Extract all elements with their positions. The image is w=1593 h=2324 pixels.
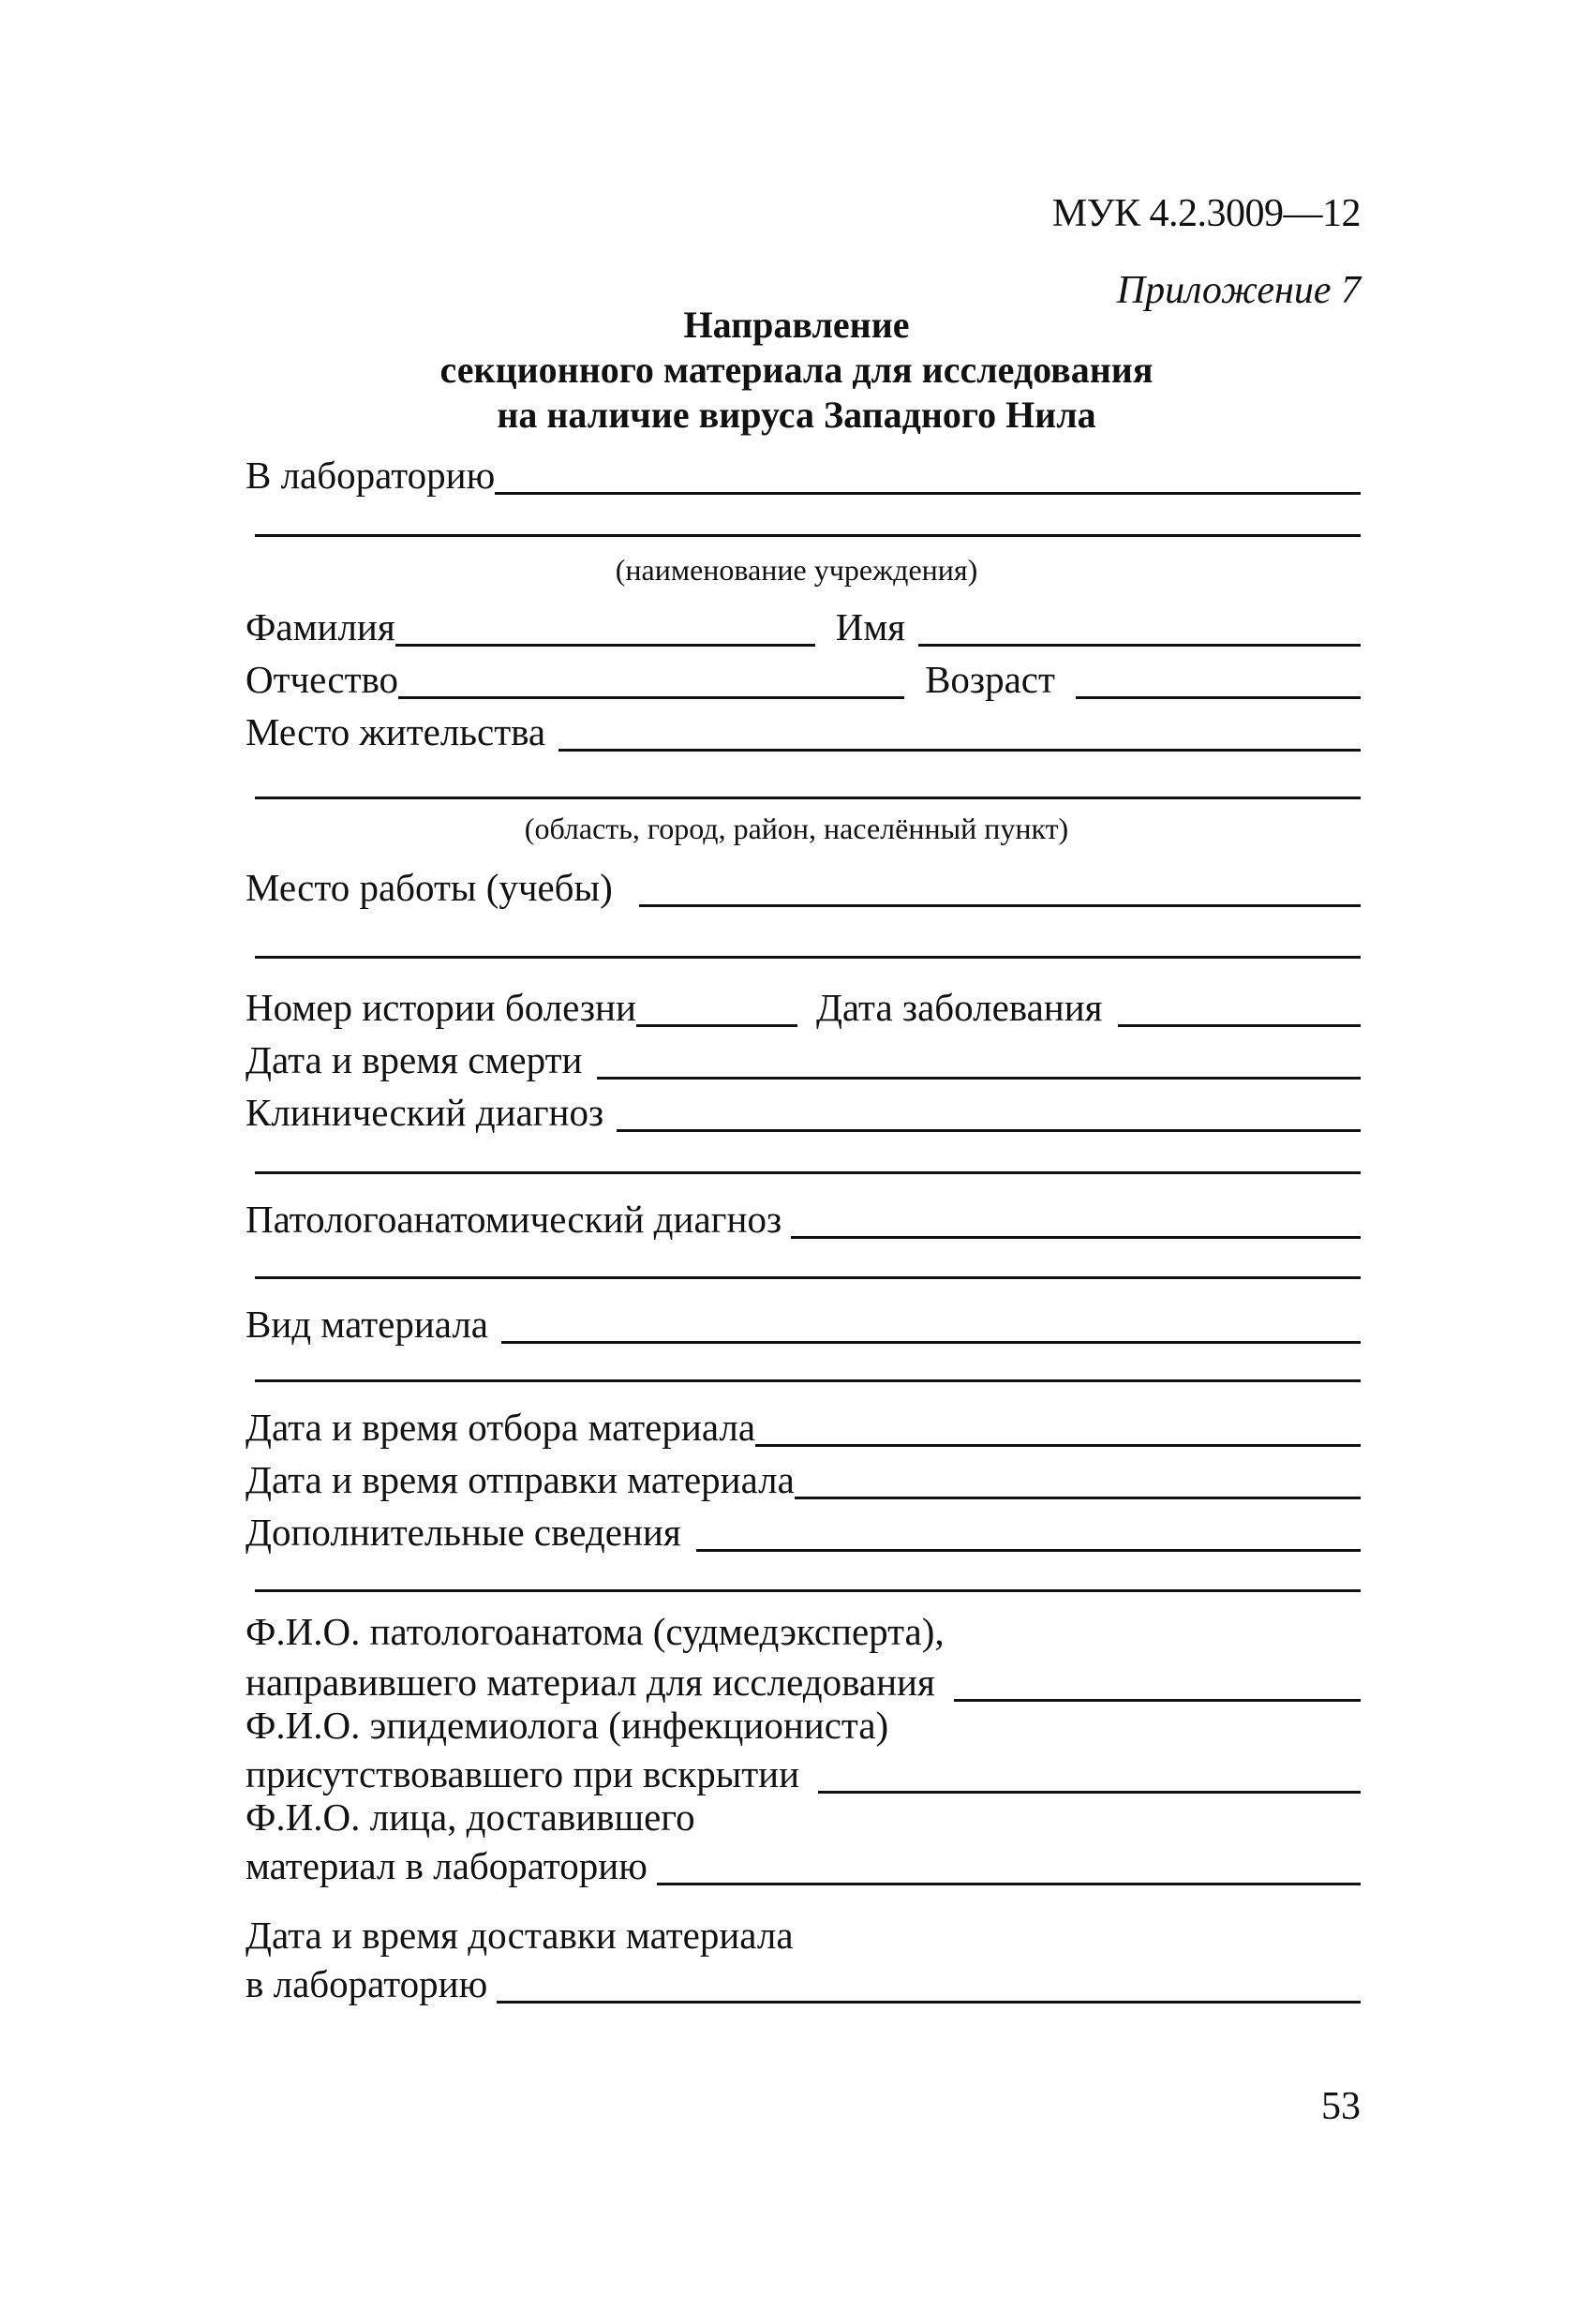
laboratory-row — [246, 448, 1361, 500]
additional-info-row — [246, 1505, 1361, 1557]
title-line-3: на наличие вируса Западного Нила — [497, 394, 1096, 436]
courier-label-line-1: Ф.И.О. лица, доставившего — [246, 1795, 695, 1839]
courier-row-2 — [246, 1839, 1361, 1891]
material-type-field[interactable] — [501, 1341, 1361, 1344]
courier-row-1 — [246, 1790, 1361, 1842]
surname-name-row — [246, 600, 1361, 652]
residence-label: Место жительства — [246, 710, 546, 753]
laboratory-field-continued[interactable] — [255, 534, 1361, 537]
material-type-field-continued[interactable] — [255, 1379, 1361, 1382]
onset-date-label: Дата заболевания — [815, 986, 1103, 1029]
additional-info-field-continued[interactable] — [255, 1589, 1361, 1592]
additional-info-label: Дополнительные сведения — [246, 1511, 681, 1554]
epidemiologist-label-line-2: присутствовавшего при вскрытии — [246, 1752, 800, 1795]
work-field-continued[interactable] — [255, 956, 1361, 959]
delivery-field[interactable] — [497, 2001, 1361, 2004]
page-number: 53 — [1321, 2085, 1361, 2128]
additional-info-field[interactable] — [696, 1549, 1361, 1552]
pathology-diagnosis-field[interactable] — [791, 1236, 1361, 1239]
epidemiologist-row-1 — [246, 1698, 1361, 1750]
clinical-diagnosis-field-continued[interactable] — [255, 1171, 1361, 1174]
dispatch-datetime-field[interactable] — [795, 1497, 1361, 1499]
pathologist-row-1 — [246, 1604, 1361, 1657]
death-datetime-label: Дата и время смерти — [246, 1038, 583, 1081]
history-number-field[interactable] — [636, 1024, 797, 1027]
material-type-label: Вид материала — [246, 1303, 488, 1346]
sampling-row — [246, 1400, 1361, 1452]
appendix-label: Приложение 7 — [1116, 269, 1361, 312]
material-type-row — [246, 1297, 1361, 1349]
document-code: МУК 4.2.3009—12 — [1051, 192, 1361, 235]
history-number-label: Номер истории болезни — [246, 986, 636, 1029]
pathology-diagnosis-label: Патологоанатомический диагноз — [246, 1198, 782, 1241]
work-field[interactable] — [639, 904, 1361, 907]
courier-field[interactable] — [657, 1883, 1361, 1885]
delivery-row-1 — [246, 1908, 1361, 1960]
pathology-diagnosis-row — [246, 1192, 1361, 1244]
onset-date-field[interactable] — [1118, 1024, 1361, 1027]
patronymic-field[interactable] — [398, 696, 904, 699]
clinical-diagnosis-row — [246, 1085, 1361, 1138]
sampling-datetime-label: Дата и время отбора материала — [246, 1406, 756, 1449]
death-row — [246, 1033, 1361, 1085]
residence-field[interactable] — [558, 749, 1361, 752]
work-row — [246, 860, 1361, 913]
patronymic-age-row — [246, 652, 1361, 705]
history-onset-row — [246, 980, 1361, 1033]
pathologist-label-line-1: Ф.И.О. патологоанатома (судмедэксперта), — [246, 1610, 945, 1653]
age-label: Возраст — [925, 658, 1055, 701]
pathologist-label-line-2: направившего материал для исследования — [246, 1661, 935, 1704]
clinical-diagnosis-field[interactable] — [617, 1129, 1361, 1132]
death-datetime-field[interactable] — [597, 1077, 1361, 1080]
dispatch-datetime-label: Дата и время отправки материала — [246, 1458, 795, 1501]
laboratory-field[interactable] — [495, 492, 1361, 495]
age-field[interactable] — [1076, 696, 1361, 699]
residence-row — [246, 705, 1361, 757]
name-field[interactable] — [918, 644, 1361, 647]
work-label: Место работы (учебы) — [246, 866, 613, 909]
courier-label-line-2: материал в лабораторию — [246, 1844, 648, 1887]
title-line-1: Направление — [683, 304, 910, 346]
residence-field-continued[interactable] — [255, 797, 1361, 799]
residence-caption: (область, город, район, населённый пункт) — [524, 812, 1069, 845]
delivery-label-line-1: Дата и время доставки материала — [246, 1914, 794, 1957]
clinical-diagnosis-label: Клинический диагноз — [246, 1091, 604, 1134]
name-label: Имя — [835, 605, 906, 648]
surname-label: Фамилия — [246, 605, 395, 648]
dispatch-row — [246, 1452, 1361, 1505]
patronymic-label: Отчество — [246, 658, 399, 701]
pathology-diagnosis-field-continued[interactable] — [255, 1276, 1361, 1279]
institution-caption: (наименование учреждения) — [615, 553, 978, 587]
title-line-2: секционного материала для исследования — [439, 349, 1154, 391]
sampling-datetime-field[interactable] — [755, 1444, 1361, 1447]
surname-field[interactable] — [395, 644, 815, 647]
laboratory-label: В лабораторию — [246, 454, 496, 497]
epidemiologist-label-line-1: Ф.И.О. эпидемиолога (инфекциониста) — [246, 1704, 889, 1747]
delivery-label-line-2: в лабораторию — [246, 1962, 488, 2005]
delivery-row-2 — [246, 1957, 1361, 2009]
